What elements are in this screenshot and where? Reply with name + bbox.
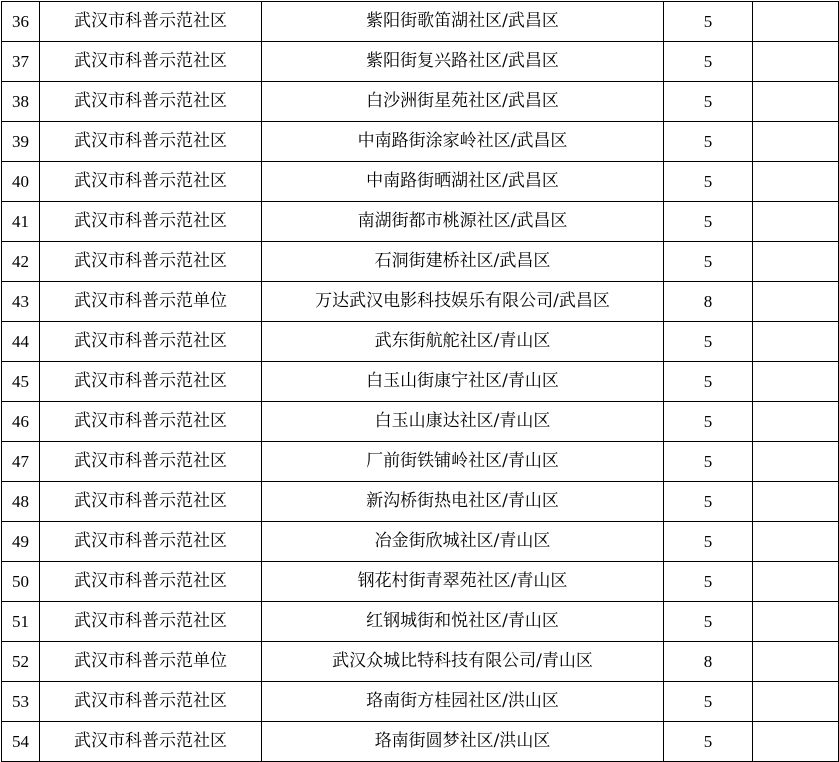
table-row	[2, 242, 839, 282]
table-row	[2, 642, 839, 682]
row-number: 49	[2, 522, 40, 562]
row-score: 5	[664, 322, 753, 362]
row-category: 武汉市科普示范社区	[40, 122, 262, 162]
row-note	[753, 722, 839, 762]
row-note	[753, 282, 839, 322]
row-note	[753, 402, 839, 442]
row-name: 中南路街涂家岭社区/武昌区	[262, 122, 664, 162]
row-number: 48	[2, 482, 40, 522]
row-number: 37	[2, 42, 40, 82]
row-note	[753, 442, 839, 482]
row-category: 武汉市科普示范社区	[40, 242, 262, 282]
row-category: 武汉市科普示范社区	[40, 682, 262, 722]
row-number: 39	[2, 122, 40, 162]
row-number: 47	[2, 442, 40, 482]
table-row	[2, 202, 839, 242]
row-note	[753, 642, 839, 682]
table-body	[2, 2, 839, 762]
row-score: 5	[664, 42, 753, 82]
table-row	[2, 162, 839, 202]
row-category: 武汉市科普示范社区	[40, 82, 262, 122]
row-category: 武汉市科普示范单位	[40, 642, 262, 682]
table-row	[2, 2, 839, 42]
row-note	[753, 42, 839, 82]
row-category: 武汉市科普示范单位	[40, 282, 262, 322]
row-score: 5	[664, 722, 753, 762]
row-score: 5	[664, 82, 753, 122]
row-score: 5	[664, 122, 753, 162]
table-row	[2, 682, 839, 722]
row-category: 武汉市科普示范社区	[40, 442, 262, 482]
row-name: 武汉众城比特科技有限公司/青山区	[262, 642, 664, 682]
row-name: 武东街航舵社区/青山区	[262, 322, 664, 362]
row-name: 南湖街都市桃源社区/武昌区	[262, 202, 664, 242]
row-note	[753, 602, 839, 642]
table-row	[2, 362, 839, 402]
row-score: 5	[664, 202, 753, 242]
row-note	[753, 682, 839, 722]
row-category: 武汉市科普示范社区	[40, 402, 262, 442]
row-note	[753, 562, 839, 602]
row-name: 红钢城街和悦社区/青山区	[262, 602, 664, 642]
row-number: 43	[2, 282, 40, 322]
row-number: 40	[2, 162, 40, 202]
row-note	[753, 322, 839, 362]
table-row	[2, 402, 839, 442]
row-score: 5	[664, 402, 753, 442]
table-row	[2, 122, 839, 162]
table-row	[2, 482, 839, 522]
row-score: 5	[664, 162, 753, 202]
row-category: 武汉市科普示范社区	[40, 2, 262, 42]
table-row	[2, 562, 839, 602]
table-row	[2, 522, 839, 562]
row-category: 武汉市科普示范社区	[40, 42, 262, 82]
row-name: 万达武汉电影科技娱乐有限公司/武昌区	[262, 282, 664, 322]
row-note	[753, 362, 839, 402]
row-score: 5	[664, 242, 753, 282]
row-name: 紫阳街复兴路社区/武昌区	[262, 42, 664, 82]
row-note	[753, 522, 839, 562]
row-name: 石洞街建桥社区/武昌区	[262, 242, 664, 282]
row-number: 42	[2, 242, 40, 282]
table-row	[2, 602, 839, 642]
row-score: 5	[664, 562, 753, 602]
row-score: 8	[664, 642, 753, 682]
row-name: 珞南街方桂园社区/洪山区	[262, 682, 664, 722]
row-category: 武汉市科普示范社区	[40, 482, 262, 522]
row-score: 5	[664, 2, 753, 42]
row-category: 武汉市科普示范社区	[40, 722, 262, 762]
row-category: 武汉市科普示范社区	[40, 562, 262, 602]
row-category: 武汉市科普示范社区	[40, 162, 262, 202]
row-category: 武汉市科普示范社区	[40, 322, 262, 362]
row-name: 紫阳街歌笛湖社区/武昌区	[262, 2, 664, 42]
row-number: 44	[2, 322, 40, 362]
table-row	[2, 42, 839, 82]
row-score: 5	[664, 362, 753, 402]
row-name: 中南路街晒湖社区/武昌区	[262, 162, 664, 202]
row-note	[753, 482, 839, 522]
row-note	[753, 242, 839, 282]
table-row	[2, 282, 839, 322]
row-number: 50	[2, 562, 40, 602]
row-category: 武汉市科普示范社区	[40, 602, 262, 642]
table-row	[2, 722, 839, 762]
row-note	[753, 2, 839, 42]
row-name: 白玉山康达社区/青山区	[262, 402, 664, 442]
award-table	[1, 1, 839, 762]
row-number: 53	[2, 682, 40, 722]
row-category: 武汉市科普示范社区	[40, 202, 262, 242]
row-name: 白沙洲街星苑社区/武昌区	[262, 82, 664, 122]
row-name: 白玉山街康宁社区/青山区	[262, 362, 664, 402]
row-number: 38	[2, 82, 40, 122]
row-name: 钢花村街青翠苑社区/青山区	[262, 562, 664, 602]
row-note	[753, 122, 839, 162]
row-score: 5	[664, 602, 753, 642]
row-score: 5	[664, 522, 753, 562]
row-number: 36	[2, 2, 40, 42]
row-number: 41	[2, 202, 40, 242]
row-score: 5	[664, 442, 753, 482]
row-category: 武汉市科普示范社区	[40, 522, 262, 562]
row-name: 珞南街圆梦社区/洪山区	[262, 722, 664, 762]
row-score: 5	[664, 482, 753, 522]
table-row	[2, 442, 839, 482]
row-name: 厂前街铁铺岭社区/青山区	[262, 442, 664, 482]
row-note	[753, 202, 839, 242]
row-number: 52	[2, 642, 40, 682]
row-name: 冶金街欣城社区/青山区	[262, 522, 664, 562]
row-name: 新沟桥街热电社区/青山区	[262, 482, 664, 522]
row-note	[753, 162, 839, 202]
row-number: 51	[2, 602, 40, 642]
table-row	[2, 322, 839, 362]
row-score: 5	[664, 682, 753, 722]
row-number: 54	[2, 722, 40, 762]
row-score: 8	[664, 282, 753, 322]
row-number: 45	[2, 362, 40, 402]
row-category: 武汉市科普示范社区	[40, 362, 262, 402]
row-number: 46	[2, 402, 40, 442]
row-note	[753, 82, 839, 122]
table-row	[2, 82, 839, 122]
